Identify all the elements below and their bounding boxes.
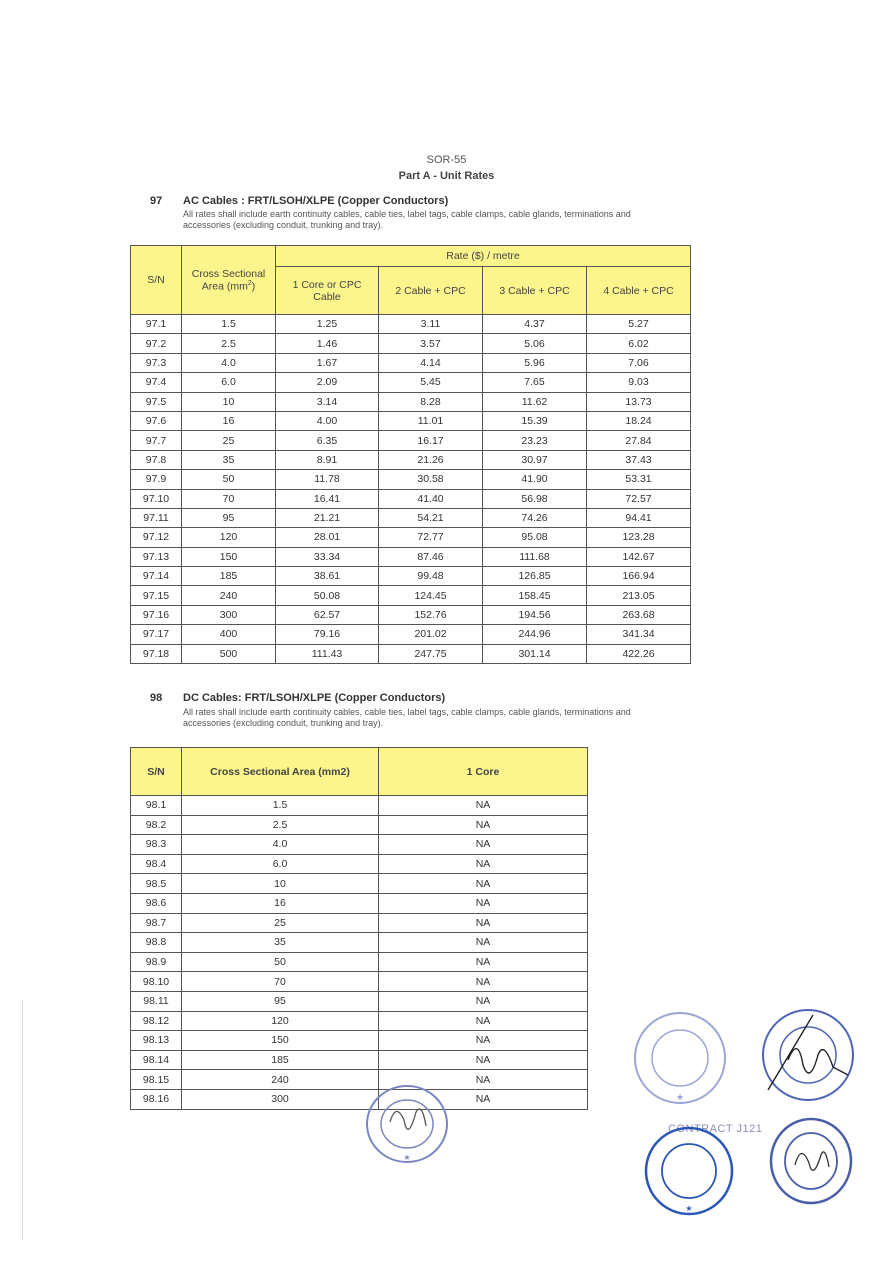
table-cell: 7.65: [483, 373, 587, 392]
table-cell: 97.8: [131, 450, 182, 469]
table-cell: 98.15: [131, 1070, 182, 1090]
ac-cables-table-body: [131, 315, 691, 664]
table-cell: 28.01: [276, 528, 379, 547]
table-cell: 166.94: [587, 567, 691, 586]
table-cell: 95: [182, 508, 276, 527]
table-cell: 15.39: [483, 411, 587, 430]
table-cell: 7.06: [587, 353, 691, 372]
header-1-core: [276, 267, 379, 315]
table-cell: 124.45: [379, 586, 483, 605]
table-cell: 185: [182, 567, 276, 586]
table-cell: 300: [182, 605, 276, 624]
table-cell: 11.78: [276, 470, 379, 489]
dc-cables-table-body: [131, 796, 588, 1110]
lotte-company-seal-left: [643, 1125, 735, 1217]
table-cell: 9.03: [587, 373, 691, 392]
table-cell: 98.2: [131, 815, 182, 835]
section-98-note: [183, 707, 703, 729]
table-cell: 98.10: [131, 972, 182, 992]
bnl-company-stamp-left: [630, 1008, 730, 1108]
table-cell: 4.14: [379, 353, 483, 372]
table-cell: 30.97: [483, 450, 587, 469]
table-cell: 201.02: [379, 625, 483, 644]
header-1-core-line-1: 1 Core or CPC: [292, 278, 362, 291]
table-cell: 158.45: [483, 586, 587, 605]
table-cell: 150: [182, 1031, 379, 1051]
table-cell: NA: [379, 874, 588, 894]
table-row: [131, 508, 691, 527]
table-row: [131, 528, 691, 547]
table-cell: 5.45: [379, 373, 483, 392]
table-cell: 95: [182, 991, 379, 1011]
table-cell: 35: [182, 450, 276, 469]
table-row: [131, 567, 691, 586]
section-98-number: 98: [150, 692, 163, 704]
table-cell: 98.14: [131, 1050, 182, 1070]
bnl-company-stamp-right: [758, 1005, 858, 1105]
table-cell: 11.62: [483, 392, 587, 411]
table-cell: 240: [182, 586, 276, 605]
page-edge-line: [22, 1000, 23, 1240]
document-code: SOR-55: [426, 154, 467, 166]
table-cell: NA: [379, 1089, 588, 1109]
table-cell: 10: [182, 392, 276, 411]
table-row: [131, 835, 588, 855]
table-cell: 97.10: [131, 489, 182, 508]
table-cell: 1.25: [276, 315, 379, 334]
table-cell: 1.5: [182, 315, 276, 334]
table-cell: 500: [182, 644, 276, 663]
section-97-note-line-1: All rates shall include earth continuity cables, cable ties, label tags, cable clamps, cable glands, terminations and: [183, 209, 631, 219]
table-cell: 16.41: [276, 489, 379, 508]
table-cell: 4.0: [182, 353, 276, 372]
table-cell: 97.9: [131, 470, 182, 489]
table-cell: 97.1: [131, 315, 182, 334]
svg-text:★: ★: [675, 1092, 685, 1102]
table-cell: 62.57: [276, 605, 379, 624]
table-cell: 5.27: [587, 315, 691, 334]
table-cell: 33.34: [276, 547, 379, 566]
table-cell: 30.58: [379, 470, 483, 489]
table-cell: 16: [182, 411, 276, 430]
table-cell: 87.46: [379, 547, 483, 566]
header-cross-sectional-area: [182, 246, 276, 315]
table-cell: 8.91: [276, 450, 379, 469]
table-cell: 263.68: [587, 605, 691, 624]
table-row: [131, 605, 691, 624]
table-row: [131, 893, 588, 913]
section-98-note-line-1: All rates shall include earth continuity cables, cable ties, label tags, cable clamps, cable glands, terminations and: [183, 707, 631, 717]
table-cell: NA: [379, 796, 588, 816]
table-cell: 98.5: [131, 874, 182, 894]
table-row: [131, 547, 691, 566]
table-cell: 3.14: [276, 392, 379, 411]
table-row: [131, 854, 588, 874]
table-cell: NA: [379, 893, 588, 913]
table-cell: 70: [182, 972, 379, 992]
header-area-line-1: Cross Sectional: [191, 267, 266, 280]
table-row: [131, 353, 691, 372]
table-cell: 97.17: [131, 625, 182, 644]
header-sn: S/N: [131, 246, 182, 315]
table-row: [131, 815, 588, 835]
table-cell: 41.40: [379, 489, 483, 508]
table-row: [131, 796, 588, 816]
table-cell: 16.17: [379, 431, 483, 450]
table-cell: 300: [182, 1089, 379, 1109]
table-row: [131, 334, 691, 353]
table-cell: 97.7: [131, 431, 182, 450]
table-cell: 6.35: [276, 431, 379, 450]
table-cell: 98.6: [131, 893, 182, 913]
table-cell: NA: [379, 972, 588, 992]
dc-cables-rate-table: [130, 747, 588, 1110]
table-row: [131, 431, 691, 450]
table-cell: 97.3: [131, 353, 182, 372]
table-cell: 4.0: [182, 835, 379, 855]
table-cell: 56.98: [483, 489, 587, 508]
table-cell: 6.0: [182, 854, 379, 874]
table-cell: 41.90: [483, 470, 587, 489]
table-cell: 18.24: [587, 411, 691, 430]
table-cell: 97.2: [131, 334, 182, 353]
table-cell: 142.67: [587, 547, 691, 566]
table-cell: 111.68: [483, 547, 587, 566]
table-cell: 98.8: [131, 933, 182, 953]
table-cell: 79.16: [276, 625, 379, 644]
table-cell: 97.16: [131, 605, 182, 624]
section-97-note: [183, 209, 703, 231]
table-cell: 152.76: [379, 605, 483, 624]
table-row: [131, 1070, 588, 1090]
table-cell: 98.11: [131, 991, 182, 1011]
table-cell: 8.28: [379, 392, 483, 411]
table-row: [131, 1031, 588, 1051]
table-row: [131, 1011, 588, 1031]
table-cell: 23.23: [483, 431, 587, 450]
table-cell: 37.43: [587, 450, 691, 469]
table-cell: 98.7: [131, 913, 182, 933]
table-cell: NA: [379, 991, 588, 1011]
table-cell: 54.21: [379, 508, 483, 527]
table-cell: 10: [182, 874, 379, 894]
header-2-cable: 2 Cable + CPC: [379, 267, 483, 315]
table-cell: NA: [379, 952, 588, 972]
table-cell: NA: [379, 1070, 588, 1090]
ac-cables-rate-table: [130, 245, 691, 664]
table-cell: 6.02: [587, 334, 691, 353]
table-cell: NA: [379, 815, 588, 835]
table-cell: 213.05: [587, 586, 691, 605]
table-cell: 97.15: [131, 586, 182, 605]
table-cell: 98.16: [131, 1089, 182, 1109]
table-cell: NA: [379, 854, 588, 874]
table-cell: NA: [379, 1031, 588, 1051]
table-cell: 6.0: [182, 373, 276, 392]
table-row: [131, 874, 588, 894]
table-row: [131, 1050, 588, 1070]
header-rate-per-metre: Rate ($) / metre: [276, 246, 691, 267]
table-row: [131, 392, 691, 411]
table-cell: 97.18: [131, 644, 182, 663]
table-cell: 194.56: [483, 605, 587, 624]
table-cell: 50: [182, 470, 276, 489]
table-row: [131, 991, 588, 1011]
table-cell: 400: [182, 625, 276, 644]
table-cell: 74.26: [483, 508, 587, 527]
table-cell: 5.96: [483, 353, 587, 372]
table-cell: 21.21: [276, 508, 379, 527]
table-cell: NA: [379, 835, 588, 855]
table-cell: 247.75: [379, 644, 483, 663]
table-cell: NA: [379, 1011, 588, 1031]
table-cell: 341.34: [587, 625, 691, 644]
header-4-cable: 4 Cable + CPC: [587, 267, 691, 315]
table-row: [131, 586, 691, 605]
header-area-line-2: [182, 280, 275, 293]
table-cell: 1.5: [182, 796, 379, 816]
table-cell: 72.57: [587, 489, 691, 508]
table-cell: 3.11: [379, 315, 483, 334]
header-1-core-line-2: Cable: [313, 290, 341, 303]
table-row: [131, 489, 691, 508]
table-row: [131, 1089, 588, 1109]
section-98-note-line-2: accessories (excluding conduit, trunking and tray).: [183, 718, 384, 728]
table-cell: 98.13: [131, 1031, 182, 1051]
table-cell: 11.01: [379, 411, 483, 430]
table-cell: 38.61: [276, 567, 379, 586]
header-sn: S/N: [131, 748, 182, 796]
table-cell: 150: [182, 547, 276, 566]
svg-text:★: ★: [685, 1204, 693, 1213]
table-cell: 35: [182, 933, 379, 953]
table-cell: 422.26: [587, 644, 691, 663]
table-cell: 70: [182, 489, 276, 508]
table-cell: 4.00: [276, 411, 379, 430]
table-cell: 111.43: [276, 644, 379, 663]
table-cell: 98.4: [131, 854, 182, 874]
section-97-note-line-2: accessories (excluding conduit, trunking and tray).: [183, 220, 384, 230]
svg-text:★: ★: [403, 1153, 411, 1162]
table-cell: 5.06: [483, 334, 587, 353]
table-row: [131, 933, 588, 953]
table-row: [131, 450, 691, 469]
header-1-core: 1 Core: [379, 748, 588, 796]
section-98-title: DC Cables: FRT/LSOH/XLPE (Copper Conductors): [183, 692, 446, 704]
table-cell: 98.1: [131, 796, 182, 816]
table-cell: 95.08: [483, 528, 587, 547]
table-cell: 94.41: [587, 508, 691, 527]
table-cell: 98.12: [131, 1011, 182, 1031]
table-cell: 99.48: [379, 567, 483, 586]
table-cell: 27.84: [587, 431, 691, 450]
table-cell: 244.96: [483, 625, 587, 644]
table-cell: 120: [182, 528, 276, 547]
table-cell: 240: [182, 1070, 379, 1090]
document-part-title: Part A - Unit Rates: [398, 170, 495, 182]
table-row: [131, 644, 691, 663]
table-cell: 97.4: [131, 373, 182, 392]
table-cell: 120: [182, 1011, 379, 1031]
table-row: [131, 470, 691, 489]
table-cell: 1.67: [276, 353, 379, 372]
table-row: [131, 952, 588, 972]
header-3-cable: 3 Cable + CPC: [483, 267, 587, 315]
table-cell: 123.28: [587, 528, 691, 547]
bnl-company-stamp-center: [360, 1082, 455, 1167]
contract-label: CONTRACT J121: [668, 1123, 763, 1135]
table-row: [131, 411, 691, 430]
table-cell: 72.77: [379, 528, 483, 547]
table-cell: 13.73: [587, 392, 691, 411]
table-cell: 185: [182, 1050, 379, 1070]
table-cell: 97.6: [131, 411, 182, 430]
table-cell: 97.12: [131, 528, 182, 547]
table-row: [131, 625, 691, 644]
table-cell: 16: [182, 893, 379, 913]
table-cell: 97.11: [131, 508, 182, 527]
table-row: [131, 373, 691, 392]
table-cell: 98.3: [131, 835, 182, 855]
table-cell: 97.5: [131, 392, 182, 411]
lotte-company-seal-right: [767, 1115, 855, 1207]
table-row: [131, 972, 588, 992]
table-cell: 1.46: [276, 334, 379, 353]
table-row: [131, 315, 691, 334]
table-cell: 25: [182, 913, 379, 933]
table-cell: 126.85: [483, 567, 587, 586]
header-area-superscript: 2: [247, 279, 252, 287]
table-cell: NA: [379, 913, 588, 933]
table-cell: 2.5: [182, 334, 276, 353]
table-cell: 21.26: [379, 450, 483, 469]
table-cell: 53.31: [587, 470, 691, 489]
table-cell: 3.57: [379, 334, 483, 353]
table-cell: 25: [182, 431, 276, 450]
table-cell: 97.14: [131, 567, 182, 586]
header-area-text: Area (mm: [201, 280, 248, 293]
table-cell: 98.9: [131, 952, 182, 972]
table-cell: 2.09: [276, 373, 379, 392]
section-97-title: AC Cables : FRT/LSOH/XLPE (Copper Conductors): [183, 195, 449, 207]
table-cell: 4.37: [483, 315, 587, 334]
table-row: [131, 913, 588, 933]
table-cell: NA: [379, 1050, 588, 1070]
table-cell: 50.08: [276, 586, 379, 605]
table-cell: 2.5: [182, 815, 379, 835]
section-97-number: 97: [150, 195, 163, 207]
table-cell: 97.13: [131, 547, 182, 566]
table-cell: 301.14: [483, 644, 587, 663]
table-cell: NA: [379, 933, 588, 953]
header-area-close: ): [251, 280, 256, 293]
header-cross-sectional-area: Cross Sectional Area (mm2): [182, 748, 379, 796]
table-cell: 50: [182, 952, 379, 972]
